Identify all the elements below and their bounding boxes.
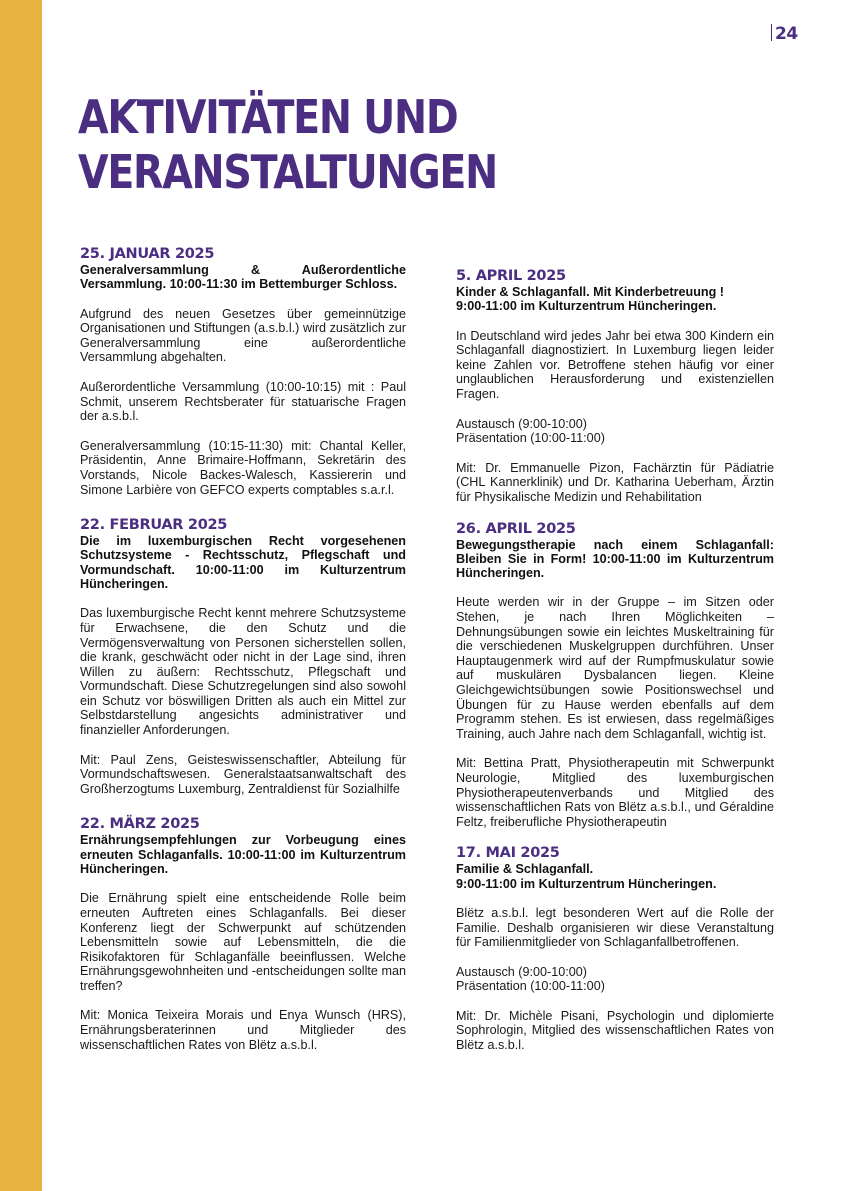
event-subtitle: Ernährungsempfehlungen zur Vorbeugung eines erneuten Schlaganfalls. 10:00-11:00 im Kulturzentrum Hüncheringen. [80, 833, 406, 877]
page-title-line-2: VERANSTALTUNGEN [78, 145, 497, 199]
event-march [80, 816, 406, 1052]
decorative-sidebar-stripe [0, 0, 42, 1191]
schedule-item: Austausch (9:00-10:00) [456, 416, 587, 431]
page-number-value: 24 [775, 24, 798, 44]
event-subtitle: Die im luxemburgischen Recht vorgesehenen Schutzsysteme - Rechtsschutz, Pflegschaft und Vormundschaft. 10:00-11:00 im Kulturzentrum Hüncheringen. [80, 534, 406, 592]
schedule-item: Austausch (9:00-10:00) [456, 964, 587, 979]
event-may-17 [456, 845, 774, 1052]
event-april-5 [456, 268, 774, 505]
event-speakers: Mit: Monica Teixeira Morais und Enya Wunsch (HRS), Ernährungsberaterinnen und Mitglieder des wissenschaftlichen Rates von Blëtz a.s.b.l. [80, 1008, 406, 1052]
event-subtitle [456, 285, 774, 314]
page-title-line-1: AKTIVITÄTEN UND [78, 90, 458, 144]
event-january [80, 246, 406, 497]
event-description: Blëtz a.s.b.l. legt besonderen Wert auf die Rolle der Familie. Deshalb organisieren wir diese Veranstaltung für Familienmitglieder von Schlaganfallbetroffenen. [456, 905, 774, 950]
event-subtitle-line: 9:00-11:00 im Kulturzentrum Hüncheringen. [456, 876, 717, 891]
right-column [456, 268, 774, 1067]
event-date: 17. MAI 2025 [456, 845, 560, 862]
event-description: Heute werden wir in der Gruppe – im Sitzen oder Stehen, je nach Ihren Möglichkeiten – Dehnungsübungen sowie ein leichtes Muskeltraining für die verschiedenen Muskelgruppen durchführen. Unser Hauptaugenmerk wird auf der Rumpfmuskulatur sowie auf muskulären Dysbalancen liegen. Kleine Gleichgewichtsübungen sowie Positionswechsel und Übungen für zu Hause werden ebenfalls auf dem Programm stehen. Es ist erwiesen, dass regelmäßiges Training, auch Jahre nach dem Schlaganfall, wichtig ist. [456, 595, 774, 741]
event-april-26 [456, 521, 774, 830]
event-date: 5. APRIL 2025 [456, 268, 566, 284]
event-subtitle [456, 862, 774, 891]
event-subtitle-line: 9:00-11:00 im Kulturzentrum Hüncheringen. [456, 299, 717, 314]
event-speakers: Mit: Paul Zens, Geisteswissenschaftler, Abteilung für Vormundschaftswesen. Generalstaatsanwaltschaft des Großherzogtums Luxemburg, Zentraldienst für Sozialhilfe [80, 752, 406, 796]
event-description: In Deutschland wird jedes Jahr bei etwa 300 Kindern ein Schlaganfall diagnostiziert. In Luxemburg liegen leider keine Zahlen vor. Betroffene stehen häufig vor einer unglaublichen Herausforderung und existenziellen Fragen. [456, 328, 774, 401]
event-speakers: Mit: Dr. Michèle Pisani, Psychologin und diplomierte Sophrologin, Mitglied des wissenschaftlichen Rates von Blëtz a.s.b.l. [456, 1008, 774, 1053]
event-description: Aufgrund des neuen Gesetzes über gemeinnützige Organisationen und Stiftungen (a.s.b.l.) wird zusätzlich zur Generalversammlung eine außerordentliche Versammlung abgehalten. [80, 306, 406, 365]
event-description: Die Ernährung spielt eine entscheidende Rolle beim erneuten Auftreten eines Schlaganfalls. Bei dieser Konferenz liegt der Schwerpunkt auf schützenden Lebensmitteln sowie auf Lebensmitteln, die die Risikofaktoren für Schlaganfälle beeinflussen. Welche Ernährungsgewohnheiten und -entscheidungen sollte man treffen? [80, 891, 406, 993]
event-schedule [456, 965, 774, 994]
page-number [771, 24, 798, 44]
event-subtitle: Generalversammlung & Außerordentliche Versammlung. 10:00-11:30 im Bettemburger Schloss. [80, 263, 406, 292]
event-speakers: Mit: Bettina Pratt, Physiotherapeutin mit Schwerpunkt Neurologie, Mitglied des luxemburgischen Physiotherapeutenverbands und Mitglied des wissenschaftlichen Rats von Blëtz a.s.b.l., und Géraldine Feltz, freiberufliche Physiotherapeutin [456, 756, 774, 829]
event-speakers: Generalversammlung (10:15-11:30) mit: Chantal Keller, Präsidentin, Anne Brimaire-Hoffmann, Sekretärin des Vorstands, Nicole Backes-Walesch, Kassiererin und Simone Larbière von GEFCO experts comptables s.a.r.l. [80, 438, 406, 497]
event-date: 26. APRIL 2025 [456, 520, 576, 537]
event-schedule [456, 417, 774, 446]
event-date: 22. FEBRUAR 2025 [80, 517, 228, 534]
event-date: 25. JANUAR 2025 [80, 246, 215, 262]
event-february [80, 517, 406, 796]
event-description: Das luxemburgische Recht kennt mehrere Schutzsysteme für Erwachsene, die den Schutz und die Vermögensverwaltung von Personen sicherstellen sollen, die krank, geschwächt oder nicht in der Lage sind, ihren Willen zu äußern: Rechtsschutz, Pflegschaft und Vormundschaft. Diese Schutzregelungen sind also sowohl ein Schutz vor böswilligen Dritten als auch ein Mittel zur Selbstdarstellung angesichts administrativer und finanzieller Anforderungen. [80, 606, 406, 738]
schedule-item: Präsentation (10:00-11:00) [456, 979, 605, 994]
event-subtitle-line: Kinder & Schlaganfall. Mit Kinderbetreuung ! [456, 285, 724, 299]
page-title [78, 90, 497, 200]
event-speakers: Außerordentliche Versammlung (10:00-10:15) mit : Paul Schmit, unserem Rechtsberater für statuarische Fragen der a.s.b.l. [80, 379, 406, 424]
event-subtitle: Bewegungstherapie nach einem Schlaganfall: Bleiben Sie in Form! 10:00-11:00 im Kulturzentrum Hüncheringen. [456, 537, 774, 581]
page-number-divider [771, 24, 772, 41]
event-date: 22. MÄRZ 2025 [80, 816, 200, 833]
event-subtitle-line: Familie & Schlaganfall. [456, 862, 594, 877]
event-speakers: Mit: Dr. Emmanuelle Pizon, Fachärztin für Pädiatrie (CHL Kannerklinik) und Dr. Katharina Ueberham, Ärztin für Physikalische Medizin und Rehabilitation [456, 460, 774, 504]
schedule-item: Präsentation (10:00-11:00) [456, 431, 605, 446]
left-column [80, 246, 406, 1066]
